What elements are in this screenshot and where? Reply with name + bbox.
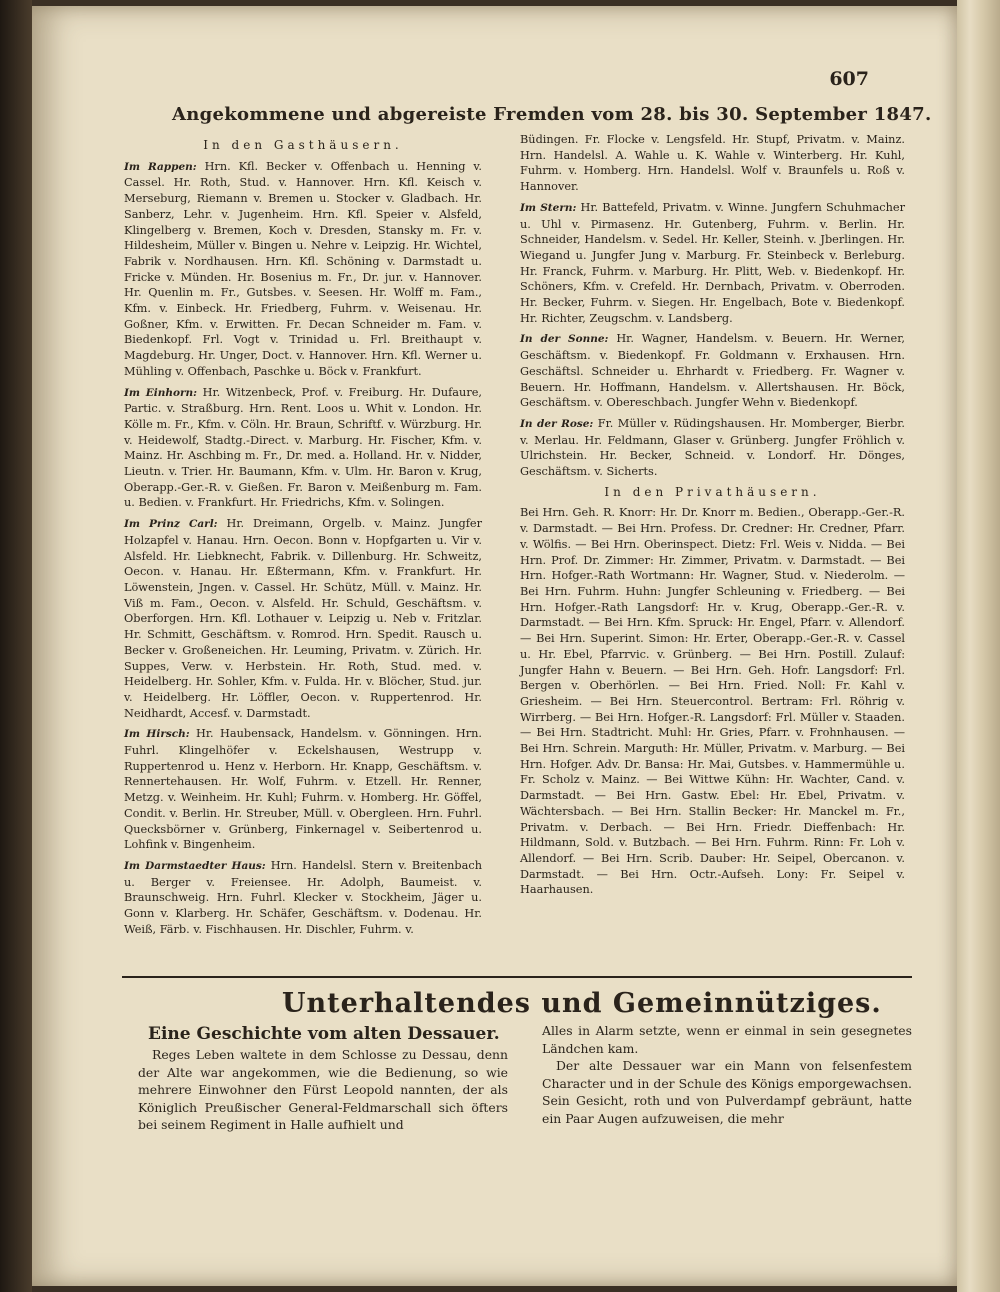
story-left-column: [138, 1046, 508, 1134]
story-title: Eine Geschichte vom alten Dessauer.: [148, 1024, 500, 1044]
story-paragraph: Alles in Alarm setzte, wenn er einmal in sein gesegnetes Ländchen kam.: [542, 1023, 912, 1056]
entry-continued: Büdingen. Fr. Flocke v. Lengsfeld. Hr. Stupf, Privatm. v. Mainz. Hrn. Handelsl. A. Wahle u. K. Wahle v. Winterberg. Hr. Kuhl, Fuhrm. v. Homberg. Hrn. Handelsl. Wolf v. Braunfels u. Roß v. Hannover.: [520, 133, 905, 194]
entry-darmstaedter-haus: Im Darmstaedter Haus: Hrn. Handelsl. Stern v. Breitenbach u. Berger v. Freiensee. Hr. Adolph, Baumeist. v. Braunschweig. Hrn. Fuhrl. Klecker v. Stockheim, Jäger u. Gonn v. Klarberg. Hr. Schäfer, Geschäftsm. v. Dodenau. Hr. Weiß, Färb. v. Fischhausen. Hr. Dischler, Fuhrm. v.: [124, 858, 482, 936]
right-column: [520, 132, 905, 903]
section-divider: [122, 976, 912, 978]
entry-stern: Im Stern: Hr. Battefeld, Privatm. v. Winne. Jungfern Schuhmacher u. Uhl v. Pirmasenz. Hr. Gutenberg, Fuhrm. v. Berlin. Hr. Schneider, Handelsm. v. Sedel. Hr. Keller, Steinh. v. Jberlingen. Hr. Wiegand u. Jungfer Jung v. Marburg. Fr. Steinbeck v. Berleburg. Hr. Franck, Fuhrm. v. Marburg. Hr. Plitt, Web. v. Biedenkopf. Hr. Schöners, Kfm. v. Crefeld. Hr. Dernbach, Privatm. v. Oberroden. Hr. Becker, Fuhrm. v. Siegen. Hr. Engelbach, Bote v. Biedenkopf. Hr. Richter, Zeugschm. v. Landsberg.: [520, 200, 905, 325]
section-title: Unterhaltendes und Gemeinnütziges.: [282, 988, 882, 1019]
book-gutter: [0, 0, 32, 1292]
entry-rose: In der Rose: Fr. Müller v. Rüdingshausen. Hr. Momberger, Bierbr. v. Merlau. Hr. Feldmann, Glaser v. Grünberg. Jungfer Fröhlich v. Ulrichstein. Hr. Becker, Schneid. v. Londorf. Hr. Dönges, Geschäftsm. v. Sicherts.: [520, 416, 906, 479]
arrivals-heading: Angekommene und abgereiste Fremden vom 28. bis 30. September 1847.: [172, 104, 932, 125]
page-edges: [957, 0, 1000, 1292]
story-paragraph: Reges Leben waltete in dem Schlosse zu Dessau, denn der Alte war angekommen, wie die Bedienung, so wie mehrere Einwohner den Fürst Leopold nannten, der als Königlich Preußischer General-Feldmarschall sich öfters bei seinem Regiment in Halle aufhielt und: [138, 1047, 508, 1132]
entry-hirsch: Im Hirsch: Hr. Haubensack, Handelsm. v. Gönningen. Hrn. Fuhrl. Klingelhöfer v. Eckelshausen, Westrupp v. Ruppertenrod u. Henz v. Herborn. Hr. Knapp, Geschäftsm. v. Rennertehausen. Hr. Wolf, Fuhrm. v. Etzell. Hr. Renner, Metzg. v. Weinheim. Hr. Kuhl; Fuhrm. v. Homberg. Hr. Göffel, Condit. v. Berlin. Hr. Streuber, Müll. v. Obergleen. Hrn. Fuhrl. Quecksbörner v. Grünberg, Finkernagel v. Seibertenrod u. Lohfink v. Bingenheim.: [124, 727, 482, 852]
subheading-inns: In den Gasthäusern.: [203, 138, 403, 152]
entry-private-houses: Bei Hrn. Geh. R. Knorr: Hr. Dr. Knorr m. Bedien., Oberapp.-Ger.-R. v. Darmstadt. — Bei Hrn. Profess. Dr. Credner: Hr. Credner, Pfarr. v. Wölfis. — Bei Hrn. Oberinspect. Dietz: Frl. Weis v. Nidda. — Bei Hrn. Prof. Dr. Zimmer: Hr. Zimmer, Privatm. v. Darmstadt. — Bei Hrn. Hofger.-Rath Wortmann: Hr. Wagner, Stud. v. Niederolm. — Bei Hrn. Fuhrm. Huhn: Jungfer Schleuning v. Friedberg. — Bei Hrn. Hofger.-Rath Langsdorf: Hr. v. Krug, Oberapp.-Ger.-R. v. Darmstadt. — Bei Hrn. Kfm. Spruck: Hr. Engel, Pfarr. v. Allendorf. — Bei Hrn. Superint. Simon: Hr. Erter, Oberapp.-Ger.-R. v. Cassel u. Hr. Ebel, Pfarrvic. v. Grünberg. — Bei Hrn. Postill. Zulauf: Jungfer Hahn v. Beuern. — Bei Hrn. Geh. Hofr. Langsdorf: Frl. Bergen v. Oberhörlen. — Bei Hrn. Fried. Noll: Fr. Kahl v. Griesheim. — Bei Hrn. Steuercontrol. Bertram: Frl. Röhrig v. Wirrberg. — Bei Hrn. Hofger.-R. Langsdorf: Frl. Müller v. Staaden. — Bei Hrn. Stadtricht. Muhl: Hr. Gries, Pfarr. v. Frohnhausen. — Bei Hrn. Schrein. Marguth: Hr. Müller, Privatm. v. Marburg. — Bei Hrn. Hofger. Adv. Dr. Bansa: Hr. Mai, Gutsbes. v. Hammermühle u. Fr. Scholz v. Mainz. — Bei Wittwe Kühn: Hr. Wachter, Cand. v. Darmstadt. — Bei Hrn. Gastw. Ebel: Hr. Ebel, Privatm. v. Wächtersbach. — Bei Hrn. Stallin Becker: Hr. Manckel m. Fr., Privatm. v. Derbach. — Bei Hrn. Friedr. Dieffenbach: Hr. Hildmann, Sold. v. Butzbach. — Bei Hrn. Fuhrm. Rinn: Fr. Loh v. Allendorf. — Bei Hrn. Scrib. Dauber: Hr. Seipel, Obercanon. v. Darmstadt. — Bei Hrn. Octr.-Aufseh. Lony: Fr. Seipel v. Haarhausen.: [520, 506, 905, 897]
subheading-private: In den Privathäusern.: [604, 484, 821, 499]
entry-prinz-carl: Im Prinz Carl: Hr. Dreimann, Orgelb. v. Mainz. Jungfer Holzapfel v. Hanau. Hrn. Oecon. Bonn v. Hopfgarten u. Vir v. Alsfeld. Hr. Liebknecht, Fabrik. v. Dillenburg. Hr. Schweitz, Oecon. v. Hanau. Hr. Eßtermann, Kfm. v. Frankfurt. Hr. Löwenstein, Jngen. v. Cassel. Hr. Schütz, Müll. v. Mainz. Hr. Viß m. Fam., Oecon. v. Alsfeld. Hr. Schuld, Geschäftsm. v. Oberforgen. Hrn. Kfl. Lothauer v. Leipzig u. Neb v. Fritzlar. Hr. Schmitt, Geschäftsm. v. Romrod. Hrn. Spedit. Rausch u. Becker v. Großeneichen. Hr. Leuming, Privatm. v. Zürich. Hr. Suppes, Verw. v. Herbstein. Hr. Roth, Stud. med. v. Heidelberg. Hr. Sohler, Kfm. v. Fulda. Hr. v. Blöcher, Stud. jur. v. Heidelberg. Hr. Löffler, Oecon. v. Ruppertenrod. Hr. Neidhardt, Accesf. v. Darmstadt.: [124, 517, 482, 720]
story-right-column: [542, 1022, 912, 1127]
entry-rappen: Im Rappen: Hrn. Kfl. Becker v. Offenbach u. Henning v. Cassel. Hr. Roth, Stud. v. Hannover. Hrn. Kfl. Keisch v. Merseburg, Riemann v. Bremen u. Stocker v. Gladbach. Hr. Sanberz, Lehr. v. Jugenheim. Hrn. Kfl. Speier v. Alsfeld, Klingelberg v. Bremen, Koch v. Dresden, Stansky m. Fr. v. Hildesheim, Müller v. Bingen u. Nehre v. Leipzig. Hr. Wichtel, Fabrik v. Nordhausen. Hrn. Kfl. Schöning v. Darmstadt u. Fricke v. Münden. Hr. Bosenius m. Fr., Dr. jur. v. Hannover. Hr. Quenlin m. Fr., Gutsbes. v. Seesen. Hr. Wolff m. Fam., Kfm. v. Einbeck. Hr. Friedberg, Fuhrm. v. Weisenau. Hr. Goßner, Kfm. v. Erwitten. Fr. Decan Schneider m. Fam. v. Biedenkopf. Frl. Vogt v. Trinidad u. Frl. Breithaupt v. Magdeburg. Hr. Unger, Doct. v. Hannover. Hrn. Kfl. Werner u. Mühling v. Offenbach, Paschke u. Böck v. Frankfurt.: [124, 159, 482, 378]
entry-einhorn: Im Einhorn: Hr. Witzenbeck, Prof. v. Freiburg. Hr. Dufaure, Partic. v. Straßburg. Hrn. Rent. Loos u. Whit v. London. Hr. Kölle m. Fr., Kfm. v. Cöln. Hr. Braun, Schriftf. v. Würzburg. Hr. v. Heidewolf, Stadtg.-Direct. v. Marburg. Hr. Fischer, Kfm. v. Mainz. Hr. Aschbing m. Fr., Dr. med. a. Holland. Hr. v. Nidder, Lieutn. v. Trier. Hr. Baumann, Kfm. v. Ulm. Hr. Baron v. Krug, Oberapp.-Ger.-R. v. Gießen. Fr. Baron v. Meißenburg m. Fam. u. Bedien. v. Frankfurt. Hr. Friedrichs, Kfm. v. Solingen.: [124, 385, 482, 510]
entry-sonne: In der Sonne: Hr. Wagner, Handelsm. v. Beuern. Hr. Werner, Geschäftsm. v. Biedenkopf. Fr. Goldmann v. Erxhausen. Hrn. Geschäftsl. Schneider u. Ehrhardt v. Friedberg. Fr. Wagner v. Beuern. Hr. Hoffmann, Handelsm. v. Allertshausen. Hr. Böck, Geschäftsm. v. Obereschbach. Jungfer Wehn v. Biedenkopf.: [520, 332, 905, 410]
left-column: [124, 134, 482, 942]
story-paragraph: Der alte Dessauer war ein Mann von felsenfestem Character und in der Schule des Königs emporgewachsen. Sein Gesicht, roth und von Pulverdampf gebräunt, hatte ein Paar Augen aufzuweisen, die mehr: [542, 1058, 912, 1126]
newspaper-page: [32, 6, 957, 1286]
page-number: 607: [829, 68, 869, 90]
